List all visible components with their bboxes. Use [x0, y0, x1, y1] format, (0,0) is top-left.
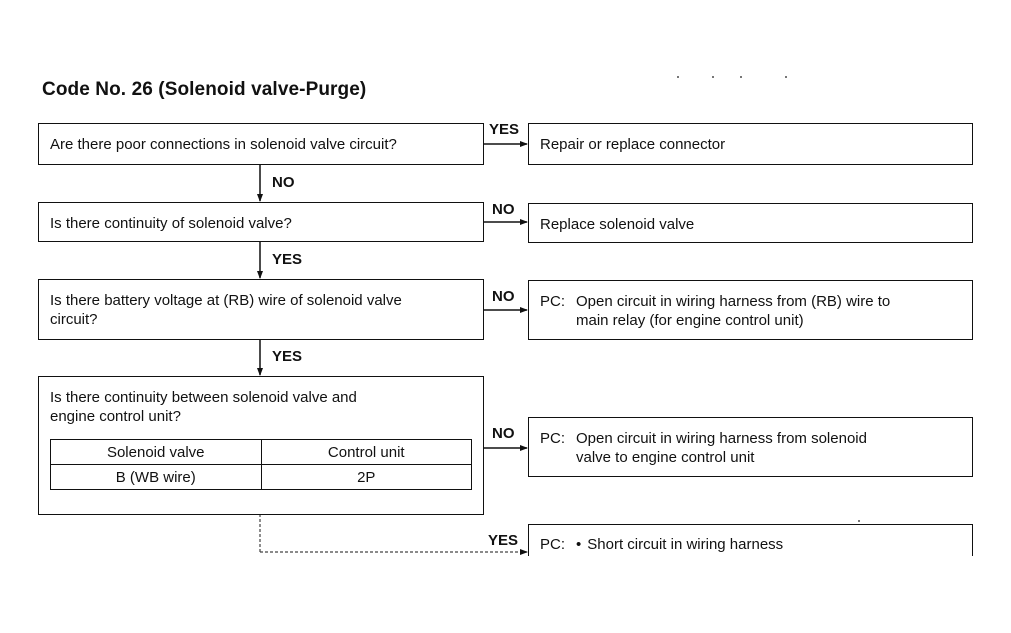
- result-4-text: [576, 429, 867, 467]
- branch-label-s1-right: YES: [489, 121, 520, 138]
- result-4-box: [528, 417, 973, 477]
- result-5-bullet: •: [576, 536, 582, 553]
- step-2-question-box: [38, 202, 484, 242]
- scan-speck: [740, 76, 742, 78]
- result-4-pc-label: PC:: [540, 430, 566, 447]
- step-3-question-line-1: Is there battery voltage at (RB) wire of solenoid valve: [50, 292, 402, 309]
- scan-speck: [858, 520, 860, 522]
- connection-table: [50, 439, 472, 490]
- result-4-line-1: Open circuit in wiring harness from solenoid: [576, 430, 867, 447]
- branch-label-s3-right: NO: [492, 288, 515, 305]
- step-3-question-line-2: circuit?: [50, 311, 98, 328]
- step-3-question: [50, 291, 402, 329]
- step-1-question-box: [38, 123, 484, 165]
- branch-label-s2-right: NO: [492, 201, 515, 218]
- branch-label-s2-down: YES: [272, 251, 303, 268]
- step-4-question: [50, 388, 357, 426]
- table-header-solenoid-valve: Solenoid valve: [51, 440, 262, 465]
- result-3-box: [528, 280, 973, 340]
- result-1-text: Repair or replace connector: [540, 136, 726, 153]
- branch-label-s4-down: YES: [488, 532, 519, 549]
- scan-speck: [712, 76, 714, 78]
- scan-speck: [785, 76, 787, 78]
- step-4-question-box: [38, 376, 484, 515]
- result-2-box: [528, 203, 973, 243]
- result-5-content: [540, 535, 783, 554]
- result-3-line-1: Open circuit in wiring harness from (RB) wire to: [576, 293, 891, 310]
- result-5-box: [528, 524, 973, 556]
- table-cell-solenoid-terminal: B (WB wire): [51, 465, 262, 490]
- step-1-question: Are there poor connections in solenoid valve circuit?: [50, 136, 397, 153]
- result-3-line-2: main relay (for engine control unit): [576, 312, 804, 329]
- result-4-line-2: valve to engine control unit: [576, 449, 755, 466]
- step-2-question: Is there continuity of solenoid valve?: [50, 215, 292, 232]
- branch-label-s3-down: YES: [272, 348, 303, 365]
- scan-speck: [677, 76, 679, 78]
- result-2-text: Replace solenoid valve: [540, 216, 695, 233]
- connection-table-row: [51, 465, 472, 490]
- table-cell-control-unit-terminal: 2P: [261, 465, 472, 490]
- table-header-control-unit: Control unit: [261, 440, 472, 465]
- step-3-question-box: [38, 279, 484, 340]
- branch-label-s1-down: NO: [272, 174, 295, 191]
- result-5-text: [576, 535, 783, 554]
- result-5-pc-label: PC:: [540, 536, 566, 553]
- result-3-content: [540, 292, 890, 330]
- result-3-text: [576, 292, 890, 330]
- step-4-question-line-2: engine control unit?: [50, 408, 181, 425]
- flowchart-title: Code No. 26 (Solenoid valve-Purge): [42, 79, 367, 100]
- step-4-question-line-1: Is there continuity between solenoid valve and: [50, 389, 357, 406]
- connection-table-header-row: [51, 440, 472, 465]
- result-3-pc-label: PC:: [540, 293, 566, 310]
- branch-label-s4-right: NO: [492, 425, 515, 442]
- result-1-box: [528, 123, 973, 165]
- result-5-line-1: Short circuit in wiring harness: [587, 536, 784, 553]
- result-4-content: [540, 429, 867, 467]
